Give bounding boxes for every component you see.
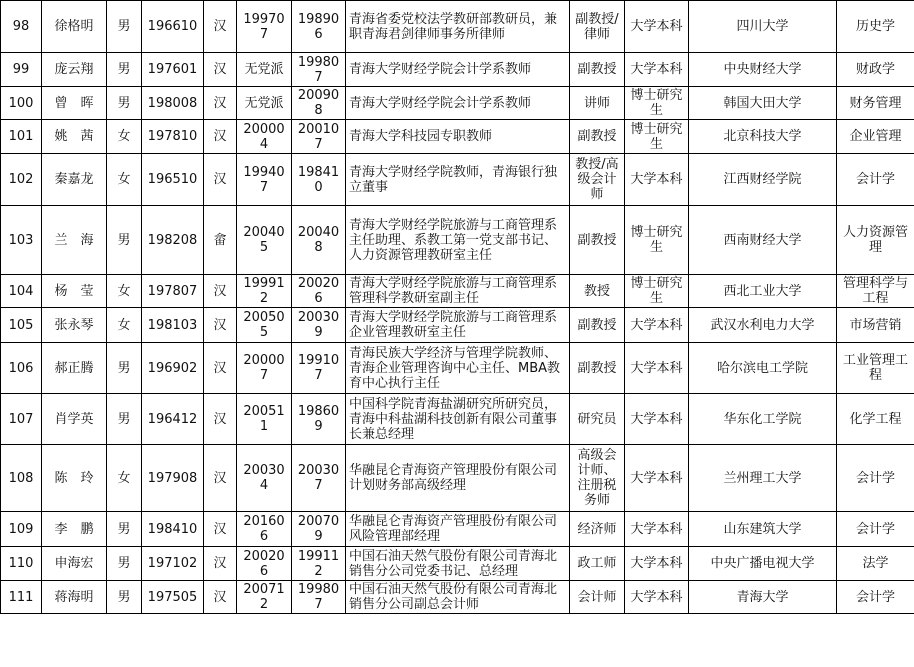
cell-school: 青海大学 [689, 581, 837, 614]
cell-school: 西南财经大学 [689, 206, 837, 275]
cell-school: 西北工业大学 [689, 275, 837, 308]
cell-name: 杨 莹 [42, 275, 107, 308]
cell-title: 副教授 [570, 206, 625, 275]
cell-position: 青海民族大学经济与管理学院教师、青海企业管理咨询中心主任、MBA教育中心执行主任 [346, 343, 570, 394]
cell-birth: 198410 [142, 512, 204, 547]
cell-ethnicity: 汉 [204, 445, 237, 512]
cell-no: 108 [1, 445, 42, 512]
cell-no: 101 [1, 120, 42, 154]
cell-ethnicity: 汉 [204, 343, 237, 394]
cell-birth: 197601 [142, 53, 204, 87]
cell-school: 武汉水利电力大学 [689, 308, 837, 343]
table-row [1, 512, 914, 547]
cell-gender: 男 [107, 512, 142, 547]
cell-ethnicity: 汉 [204, 275, 237, 308]
cell-ethnicity: 汉 [204, 394, 237, 445]
cell-party: 200206 [237, 547, 292, 581]
cell-work: 200908 [292, 87, 346, 120]
cell-title: 副教授 [570, 308, 625, 343]
cell-party: 201606 [237, 512, 292, 547]
cell-work: 200107 [292, 120, 346, 154]
table-row [1, 53, 914, 87]
cell-education: 大学本科 [625, 53, 689, 87]
cell-position: 青海省委党校法学教研部教研员，兼职青海君剑律师事务所律师 [346, 1, 570, 53]
cell-birth: 196510 [142, 154, 204, 206]
cell-name: 肖学英 [42, 394, 107, 445]
cell-education: 大学本科 [625, 343, 689, 394]
cell-school: 四川大学 [689, 1, 837, 53]
cell-major: 企业管理 [837, 120, 914, 154]
cell-work: 199107 [292, 343, 346, 394]
cell-work: 198410 [292, 154, 346, 206]
cell-ethnicity: 汉 [204, 1, 237, 53]
cell-position: 中国石油天然气股份有限公司青海北销售分公司党委书记、总经理 [346, 547, 570, 581]
cell-ethnicity: 汉 [204, 547, 237, 581]
cell-position: 中国石油天然气股份有限公司青海北销售分公司副总会计师 [346, 581, 570, 614]
cell-ethnicity: 汉 [204, 512, 237, 547]
cell-no: 109 [1, 512, 42, 547]
cell-work: 199807 [292, 581, 346, 614]
cell-party: 200007 [237, 343, 292, 394]
cell-title: 经济师 [570, 512, 625, 547]
cell-education: 博士研究生 [625, 120, 689, 154]
cell-party: 200405 [237, 206, 292, 275]
cell-education: 大学本科 [625, 308, 689, 343]
cell-position: 华融昆仑青海资产管理股份有限公司风险管理部经理 [346, 512, 570, 547]
cell-school: 中央财经大学 [689, 53, 837, 87]
cell-birth: 197810 [142, 120, 204, 154]
cell-party: 200304 [237, 445, 292, 512]
cell-no: 98 [1, 1, 42, 53]
cell-title: 副教授 [570, 120, 625, 154]
cell-education: 博士研究生 [625, 275, 689, 308]
cell-major: 市场营销 [837, 308, 914, 343]
cell-no: 102 [1, 154, 42, 206]
cell-work: 200408 [292, 206, 346, 275]
cell-gender: 男 [107, 1, 142, 53]
table-row [1, 206, 914, 275]
table-row [1, 120, 914, 154]
cell-birth: 198008 [142, 87, 204, 120]
cell-gender: 女 [107, 154, 142, 206]
cell-title: 教授 [570, 275, 625, 308]
cell-name: 秦嘉龙 [42, 154, 107, 206]
cell-position: 青海大学财经学院旅游与工商管理系企业管理教研室主任 [346, 308, 570, 343]
cell-gender: 女 [107, 308, 142, 343]
cell-major: 化学工程 [837, 394, 914, 445]
cell-major: 财务管理 [837, 87, 914, 120]
table-row [1, 308, 914, 343]
cell-education: 大学本科 [625, 1, 689, 53]
cell-school: 兰州理工大学 [689, 445, 837, 512]
cell-work: 200206 [292, 275, 346, 308]
cell-position: 青海大学财经学院旅游与工商管理系主任助理、系教工第一党支部书记、人力资源管理教研室主任 [346, 206, 570, 275]
cell-birth: 198103 [142, 308, 204, 343]
cell-gender: 男 [107, 206, 142, 275]
cell-major: 会计学 [837, 512, 914, 547]
cell-ethnicity: 汉 [204, 581, 237, 614]
cell-school: 山东建筑大学 [689, 512, 837, 547]
cell-name: 申海宏 [42, 547, 107, 581]
cell-party: 200505 [237, 308, 292, 343]
cell-no: 100 [1, 87, 42, 120]
cell-major: 历史学 [837, 1, 914, 53]
table-row [1, 581, 914, 614]
cell-education: 大学本科 [625, 394, 689, 445]
cell-party: 199707 [237, 1, 292, 53]
cell-school: 中央广播电视大学 [689, 547, 837, 581]
cell-school: 哈尔滨电工学院 [689, 343, 837, 394]
cell-major: 会计学 [837, 581, 914, 614]
cell-birth: 197505 [142, 581, 204, 614]
cell-ethnicity: 汉 [204, 154, 237, 206]
cell-name: 兰 海 [42, 206, 107, 275]
cell-no: 107 [1, 394, 42, 445]
cell-gender: 女 [107, 275, 142, 308]
cell-name: 郝正腾 [42, 343, 107, 394]
cell-education: 大学本科 [625, 445, 689, 512]
cell-work: 198906 [292, 1, 346, 53]
cell-title: 高级会计师、注册税务师 [570, 445, 625, 512]
cell-name: 姚 茜 [42, 120, 107, 154]
cell-position: 青海大学财经学院会计学系教师 [346, 53, 570, 87]
cell-title: 副教授 [570, 343, 625, 394]
cell-party: 199912 [237, 275, 292, 308]
cell-major: 管理科学与工程 [837, 275, 914, 308]
cell-party: 200004 [237, 120, 292, 154]
table-row [1, 445, 914, 512]
cell-no: 103 [1, 206, 42, 275]
cell-major: 工业管理工程 [837, 343, 914, 394]
cell-name: 蒋海明 [42, 581, 107, 614]
cell-ethnicity: 汉 [204, 308, 237, 343]
table-row [1, 87, 914, 120]
cell-no: 105 [1, 308, 42, 343]
cell-major: 法学 [837, 547, 914, 581]
cell-ethnicity: 汉 [204, 87, 237, 120]
table-row [1, 1, 914, 53]
cell-birth: 197807 [142, 275, 204, 308]
cell-gender: 男 [107, 87, 142, 120]
cell-major: 人力资源管理 [837, 206, 914, 275]
cell-title: 会计师 [570, 581, 625, 614]
cell-title: 副教授/律师 [570, 1, 625, 53]
cell-position: 中国科学院青海盐湖研究所研究员，青海中科盐湖科技创新有限公司董事长兼总经理 [346, 394, 570, 445]
cell-gender: 男 [107, 547, 142, 581]
cell-major: 财政学 [837, 53, 914, 87]
cell-birth: 196610 [142, 1, 204, 53]
cell-school: 韩国大田大学 [689, 87, 837, 120]
cell-title: 教授/高级会计师 [570, 154, 625, 206]
cell-education: 大学本科 [625, 154, 689, 206]
cell-party: 无党派 [237, 53, 292, 87]
cell-birth: 197908 [142, 445, 204, 512]
cell-gender: 女 [107, 445, 142, 512]
cell-birth: 196902 [142, 343, 204, 394]
cell-ethnicity: 汉 [204, 120, 237, 154]
cell-title: 研究员 [570, 394, 625, 445]
cell-title: 副教授 [570, 53, 625, 87]
cell-ethnicity: 畲 [204, 206, 237, 275]
cell-ethnicity: 汉 [204, 53, 237, 87]
cell-party: 200511 [237, 394, 292, 445]
cell-gender: 女 [107, 120, 142, 154]
cell-birth: 196412 [142, 394, 204, 445]
cell-gender: 男 [107, 394, 142, 445]
table-row [1, 154, 914, 206]
cell-no: 104 [1, 275, 42, 308]
cell-no: 106 [1, 343, 42, 394]
cell-name: 曾 晖 [42, 87, 107, 120]
cell-work: 200309 [292, 308, 346, 343]
cell-name: 李 鹏 [42, 512, 107, 547]
cell-school: 江西财经学院 [689, 154, 837, 206]
cell-no: 111 [1, 581, 42, 614]
cell-position: 青海大学财经学院旅游与工商管理系管理科学教研室副主任 [346, 275, 570, 308]
cell-position: 青海大学科技园专职教师 [346, 120, 570, 154]
cell-position: 青海大学财经学院会计学系教师 [346, 87, 570, 120]
table-row [1, 394, 914, 445]
cell-party: 200712 [237, 581, 292, 614]
cell-no: 99 [1, 53, 42, 87]
table-row [1, 343, 914, 394]
cell-position: 华融昆仑青海资产管理股份有限公司计划财务部高级经理 [346, 445, 570, 512]
cell-birth: 197102 [142, 547, 204, 581]
cell-major: 会计学 [837, 154, 914, 206]
cell-work: 200709 [292, 512, 346, 547]
cell-education: 博士研究生 [625, 206, 689, 275]
cell-name: 陈 玲 [42, 445, 107, 512]
cell-education: 大学本科 [625, 547, 689, 581]
cell-party: 199407 [237, 154, 292, 206]
cell-no: 110 [1, 547, 42, 581]
cell-gender: 男 [107, 581, 142, 614]
table-row [1, 275, 914, 308]
cell-birth: 198208 [142, 206, 204, 275]
cell-work: 200307 [292, 445, 346, 512]
cell-party: 无党派 [237, 87, 292, 120]
cell-work: 199112 [292, 547, 346, 581]
table-row [1, 547, 914, 581]
cell-education: 大学本科 [625, 581, 689, 614]
cell-work: 198609 [292, 394, 346, 445]
cell-school: 华东化工学院 [689, 394, 837, 445]
cell-name: 庞云翔 [42, 53, 107, 87]
cell-education: 大学本科 [625, 512, 689, 547]
cell-name: 徐格明 [42, 1, 107, 53]
cell-education: 博士研究生 [625, 87, 689, 120]
cell-title: 讲师 [570, 87, 625, 120]
cell-work: 199807 [292, 53, 346, 87]
cell-school: 北京科技大学 [689, 120, 837, 154]
cell-title: 政工师 [570, 547, 625, 581]
cell-gender: 男 [107, 343, 142, 394]
cell-position: 青海大学财经学院教师，青海银行独立董事 [346, 154, 570, 206]
cell-gender: 男 [107, 53, 142, 87]
cell-name: 张永琴 [42, 308, 107, 343]
cell-major: 会计学 [837, 445, 914, 512]
